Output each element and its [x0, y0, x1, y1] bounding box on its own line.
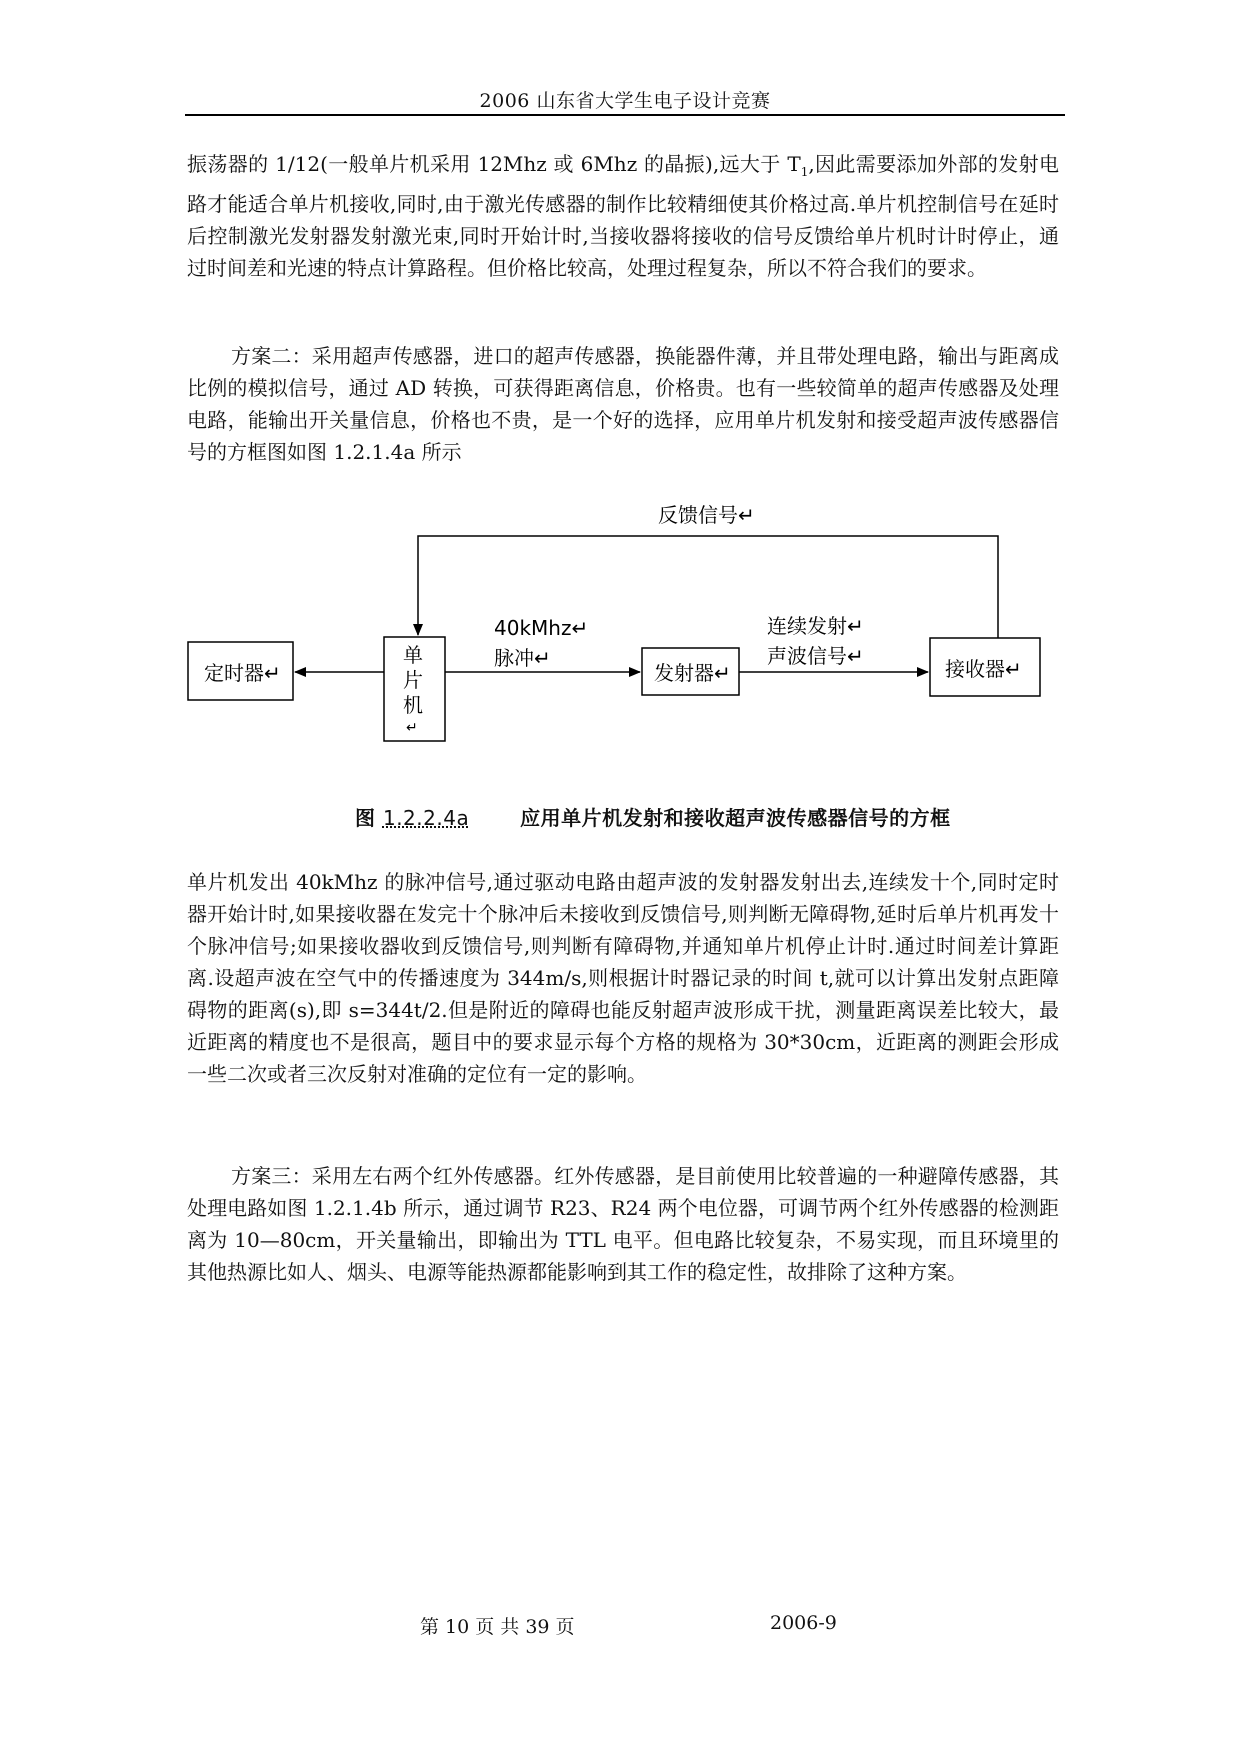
header-rule	[185, 114, 1065, 116]
paragraph-laser-subscript: 1	[800, 165, 809, 179]
page-header: 2006 山东省大学生电子设计竞赛	[479, 90, 771, 112]
paragraph-laser	[187, 148, 1059, 284]
paragraph-scheme-three: 方案三：采用左右两个红外传感器。红外传感器，是目前使用比较普遍的一种避障传感器，其处理电路如图 1.2.1.4b 所示，通过调节 R23、R24 两个电位器，可调节两个红外传感器的检测距离为 10—80cm，开关量输出，即输出为 TTL 电平。但电路比较复杂，不易实现，而且环境里的其他热源比如人、烟头、电源等能热源都能影响到其工作的稳定性，故排除了这种方案。	[187, 1164, 1059, 1284]
block-diagram	[180, 490, 1080, 770]
caption-number: 1.2.2.4a	[382, 806, 470, 830]
paragraph-laser-part1: 振荡器的 1/12(一般单片机采用 12Mhz 或 6Mhz 的晶振),远大于 T	[187, 152, 801, 176]
wave-label-line2: 声波信号↵	[767, 644, 864, 668]
feedback-label: 反馈信号↵	[658, 503, 755, 527]
caption-prefix: 图	[355, 806, 376, 830]
mcu-char-1: 单	[403, 643, 423, 667]
figure-caption	[355, 802, 951, 831]
paragraph-laser-part2: ,因此需要添加外部的发射电路才能适合单片机接收,同时,由于激光传感器的制作比较精细使其价格过高.单片机控制信号在延时后控制激光发射器发射激光束,同时开始计时,当接收器将接收的信号反馈给单片机时计时停止，通过时间差和光速的特点计算路程。但价格比较高，处理过程复杂，所以不符合我们的要求。	[187, 152, 1060, 280]
mcu-char-3: 机	[403, 693, 423, 717]
paragraph-ultrasonic-detail: 单片机发出 40kMhz 的脉冲信号,通过驱动电路由超声波的发射器发射出去,连续发十个,同时定时器开始计时,如果接收器在发完十个脉冲后未接收到反馈信号,则判断无障碍物,延时后单片机再发十个脉冲信号;如果接收器收到反馈信号,则判断有障碍物,并通知单片机停止计时.通过时间差计算距离.设超声波在空气中的传播速度为 344m/s,则根据计时器记录的时间 t,就可以计算出发射点距障碍物的距离(s),即 s=344t/2.但是附近的障碍也能反射超声波形成干扰，测量距离误差比较大，最近距离的精度也不是很高，题目中的要求显示每个方格的规格为 30*30cm，近距离的测距会形成一些二次或者三次反射对准确的定位有一定的影响。	[187, 870, 1059, 1086]
page-number: 第 10 页 共 39 页	[420, 1616, 575, 1638]
pulse-label-line2: 脉冲↵	[494, 646, 551, 670]
mcu-char-2: 片	[403, 668, 423, 692]
paragraph-scheme-two: 方案二：采用超声传感器，进口的超声传感器，换能器件薄，并且带处理电路，输出与距离成比例的模拟信号，通过 AD 转换，可获得距离信息，价格贵。也有一些较简单的超声传感器及处理电路，能输出开关量信息，价格也不贵，是一个好的选择，应用单片机发射和接受超声波传感器信号的方框图如图 1.2.1.4a 所示	[187, 344, 1059, 464]
pulse-label-line1: 40kMhz↵	[494, 616, 589, 640]
receiver-label: 接收器↵	[945, 657, 1022, 681]
caption-text: 应用单片机发射和接收超声波传感器信号的方框	[520, 806, 951, 830]
transmitter-label: 发射器↵	[654, 661, 731, 685]
mcu-mark: ↵	[406, 720, 418, 736]
footer-date: 2006-9	[770, 1612, 837, 1634]
timer-label: 定时器↵	[204, 661, 281, 685]
wave-label-line1: 连续发射↵	[767, 614, 864, 638]
